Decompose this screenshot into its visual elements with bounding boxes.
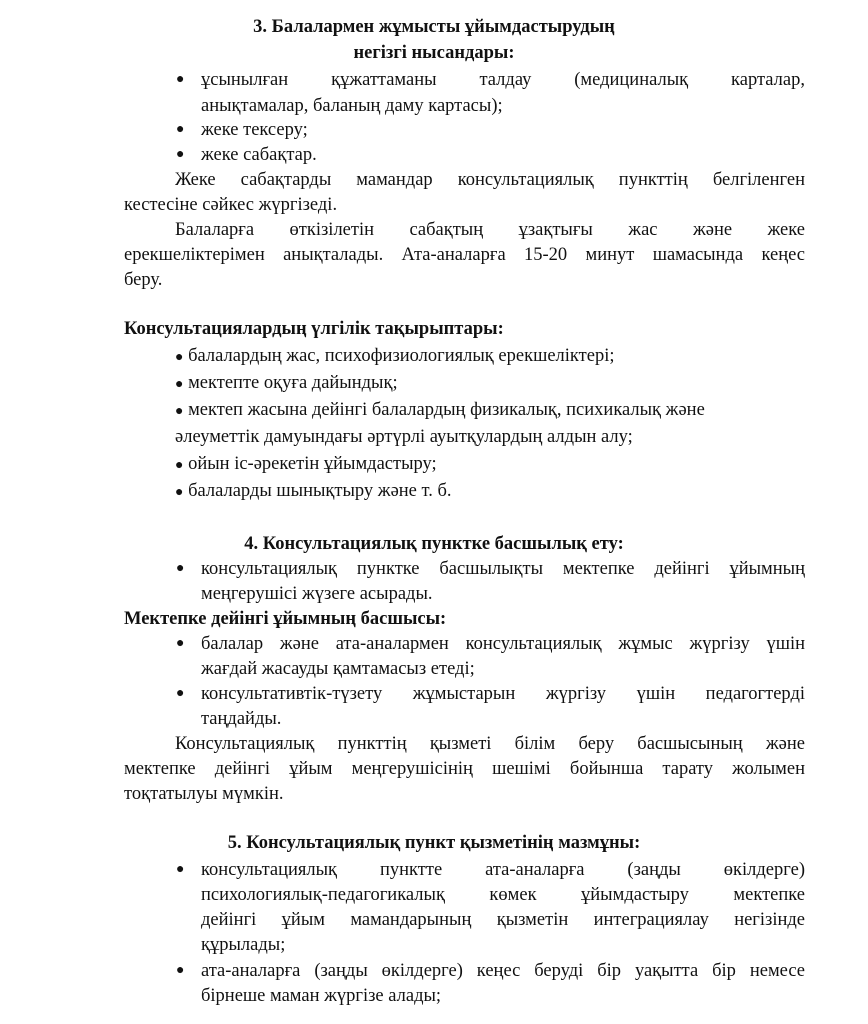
section5-bullet1-line3: дейінгі ұйым мамандарының қызметін интеграциялау негізінде bbox=[201, 910, 805, 930]
section3-para2-line2: ерекшеліктерімен анықталады. Ата-аналарға 15-20 минут шамасында кеңес bbox=[124, 245, 805, 265]
bullet-icon: ● bbox=[176, 147, 185, 162]
section4-bullet1-line2: меңгерушісі жүзеге асырады. bbox=[201, 584, 433, 604]
bullet-icon: ● bbox=[176, 686, 185, 701]
section4-heading: 4. Консультациялық пунктке басшылық ету: bbox=[244, 534, 624, 554]
section3-para2-line3: беру. bbox=[124, 270, 163, 290]
bullet-icon: ● bbox=[175, 485, 184, 500]
section4-bullet3-line2: таңдайды. bbox=[201, 709, 282, 729]
bullet-icon: ● bbox=[176, 862, 185, 877]
topics-heading: Консультациялардың үлгілік тақырыптары: bbox=[124, 319, 504, 339]
section3-para1-line2: кестесіне сәйкес жүргізеді. bbox=[124, 195, 338, 215]
section5-bullet1-line4: құрылады; bbox=[201, 935, 286, 955]
topic-item: ● ойын іс-әрекетін ұйымдастыру; bbox=[175, 454, 437, 474]
section4-bullet2-line1: балалар және ата-аналармен консультациялық жұмыс жүргізу үшін bbox=[201, 634, 805, 654]
section4-para-line3: тоқтатылуы мүмкін. bbox=[124, 784, 284, 804]
topic-item: ● балаларды шынықтыру және т. б. bbox=[175, 481, 452, 501]
bullet-icon: ● bbox=[176, 122, 185, 137]
section4-bullet1-line1: консультациялық пунктке басшылықты мектепке дейінгі ұйымның bbox=[201, 559, 805, 579]
section4-bullet2-line2: жағдай жасауды қамтамасыз етеді; bbox=[201, 659, 475, 679]
section5-bullet2-line2: бірнеше маман жүргізе алады; bbox=[201, 986, 442, 1006]
section3-bullet1-line1: ұсынылған құжаттаманы талдау (медициналық карталар, bbox=[201, 70, 805, 90]
section3-bullet3: жеке сабақтар. bbox=[201, 145, 317, 165]
topic-item: ● мектепте оқуға дайындық; bbox=[175, 373, 398, 393]
section3-heading-line1: 3. Балалармен жұмысты ұйымдастырудың bbox=[253, 17, 615, 37]
bullet-icon: ● bbox=[176, 963, 185, 978]
section5-bullet1-line2: психологиялық-педагогикалық көмек ұйымдастыру мектепке bbox=[201, 885, 805, 905]
section3-bullet2: жеке тексеру; bbox=[201, 120, 308, 140]
bullet-icon: ● bbox=[175, 350, 184, 365]
section3-heading-line2: негізгі нысандары: bbox=[353, 43, 515, 63]
section4-para-line1: Консультациялық пункттің қызметі білім беру басшысының және bbox=[175, 734, 805, 754]
bullet-icon: ● bbox=[176, 636, 185, 651]
section5-bullet2-line1: ата-аналарға (заңды өкілдерге) кеңес беруді бір уақытта бір немесе bbox=[201, 961, 805, 981]
section4-bullet3-line1: консультативтік-түзету жұмыстарын жүргізу үшін педагогтерді bbox=[201, 684, 805, 704]
section4-subheading: Мектепке дейінгі ұйымның басшысы: bbox=[124, 609, 447, 629]
section5-heading: 5. Консультациялық пункт қызметінің мазмұны: bbox=[227, 833, 641, 853]
section4-para-line2: мектепке дейінгі ұйым меңгерушісінің шешімі бойынша тарату жолымен bbox=[124, 759, 805, 779]
section3-para1-line1: Жеке сабақтарды мамандар консультациялық пункттің белгіленген bbox=[175, 170, 805, 190]
topic-item: ● балалардың жас, психофизиологиялық ерекшеліктері; bbox=[175, 346, 615, 366]
bullet-icon: ● bbox=[176, 561, 185, 576]
topic-item-continuation: әлеуметтік дамуындағы әртүрлі ауытқулардың алдын алу; bbox=[175, 427, 633, 447]
bullet-icon: ● bbox=[175, 458, 184, 473]
bullet-icon: ● bbox=[175, 404, 184, 419]
topic-item: ● мектеп жасына дейінгі балалардың физикалық, психикалық және bbox=[175, 400, 705, 420]
section3-bullet1-line2: анықтамалар, баланың даму картасы); bbox=[201, 96, 503, 116]
bullet-icon: ● bbox=[176, 72, 185, 87]
section3-para2-line1: Балаларға өткізілетін сабақтың ұзақтығы жас және жеке bbox=[175, 220, 805, 240]
section5-bullet1-line1: консультациялық пунктте ата-аналарға (заңды өкілдерге) bbox=[201, 860, 805, 880]
bullet-icon: ● bbox=[175, 377, 184, 392]
